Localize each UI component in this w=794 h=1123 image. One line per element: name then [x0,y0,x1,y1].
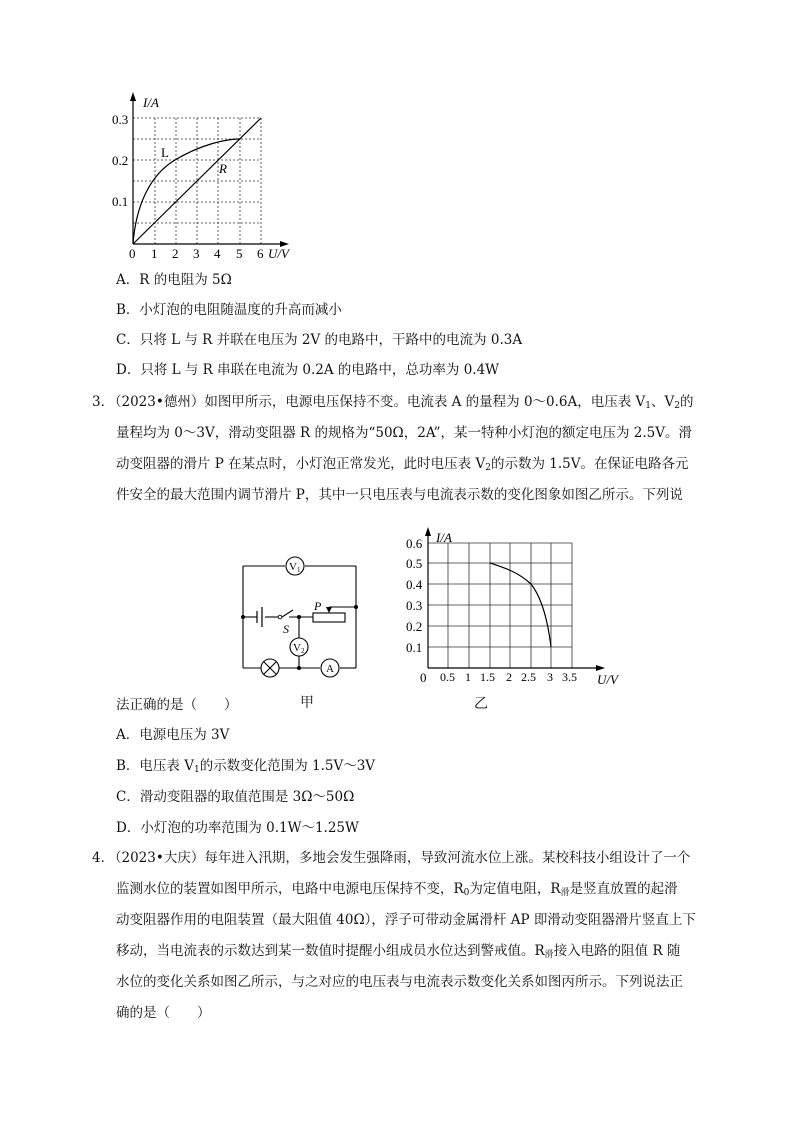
q3-option-c[interactable]: C．滑动变阻器的取值范围是 3Ω～50Ω [116,789,355,805]
q3-option-d[interactable]: D．小灯泡的功率范围为 0.1W～1.25W [116,820,359,836]
svg-text:V: V [289,561,297,573]
junction-dot [354,605,358,609]
slider-arrow-icon [326,607,332,613]
series-label-L: L [161,145,169,160]
q3-line-5: 法正确的是（ ） [116,697,238,713]
switch-label: S [283,622,289,636]
x-tick: 2 [506,670,512,684]
q3-option-b[interactable]: B．电压表 $V_1$的示数变化范围为 1.5V～3V [116,758,376,775]
q2-option-b[interactable] [116,300,342,320]
option-letter: A． [116,272,140,288]
x-axis-label: U/V [268,246,289,260]
x-tick: 3.5 [562,670,577,684]
x-tick: 0 [420,670,427,685]
q3-line-1: （2023•德州）如图甲所示，电源电压保持不变。电流表 A 的量程为 0～0.6A，电压表 $V_1$、$V_2$的 [108,394,694,411]
x-tick: 1.5 [480,670,495,684]
x-axis-label: U/V [597,672,618,687]
option-text: R 的电阻为 5Ω [139,272,232,288]
y-tick: 0.1 [112,194,129,209]
y-tick: 0.2 [406,619,423,634]
q2-option-c[interactable] [116,330,522,350]
x-tick: 6 [257,246,264,260]
x-tick: 4 [214,246,221,260]
y-axis-arrow-icon [130,92,136,101]
q2-option-a[interactable] [116,270,232,290]
figure-caption-yi: 乙 [474,696,488,712]
x-tick: 1 [465,670,471,684]
x-tick: 1 [151,246,158,260]
option-text: 只将 L 与 R 并联在电压为 2V 的电路中，干路中的电流为 0.3A [139,332,523,348]
q4-line-3: 动变阻器作用的电阻装置（最大阻值 40Ω），浮子可带动金属滑杆 AP 即滑动变阻器滑片竖直上下 [116,912,696,928]
slider-label: P [314,599,322,613]
y-tick: 0.5 [406,556,423,571]
y-axis-label: I/A [143,95,159,110]
junction-dot [297,615,301,619]
voltmeter-v1-icon [286,557,304,575]
voltmeter-v2-icon [290,638,308,656]
lamp-icon [261,659,279,677]
y-tick: 0.1 [406,640,423,655]
svg-text:V: V [293,642,301,654]
figure-caption-jia: 甲 [300,695,314,711]
q4-line-4: 移动，当电流表的示数达到某一数值时提醒小组成员水位达到警戒值。$R_滑$接入电路的阻值 R 随 [116,943,681,960]
y-tick: 0.4 [406,577,423,592]
q3-line-2: 量程均为 0～3V，滑动变阻器 R 的规格为“50Ω，2A”，某一特种小灯泡的额定电压为 2.5V。滑 [116,425,693,441]
q3-number: 3． [92,394,115,410]
q4-number: 4． [92,850,115,866]
option-text: 小灯泡的电阻随温度的升高而减小 [139,302,342,318]
svg-text:A: A [326,663,334,675]
y-tick: 0.6 [406,536,423,551]
solid-grid [428,543,572,668]
y-tick: 0.2 [112,153,129,168]
option-letter: C． [116,332,140,348]
junction-dot [241,615,245,619]
axes [428,533,598,668]
switch-contact-icon [278,615,282,619]
x-tick: 2 [172,246,179,260]
q3-option-a[interactable]: A．电源电压为 3V [116,727,230,743]
y-tick: 0.3 [112,112,129,127]
x-tick: 0.5 [440,670,455,684]
iu-graph-l-r [100,88,300,260]
q4-line-1: （2023•大庆）每年进入汛期，多地会发生强降雨，导致河流水位上涨。某校科技小组设计了一个 [108,850,691,866]
y-axis-arrow-icon [425,527,431,536]
circuit-diagram-jia [230,550,370,680]
series-label-R: R [219,161,227,176]
option-letter: D． [116,362,141,378]
q4-line-5: 水位的变化关系如图乙所示，与之对应的电压表与电流表示数变化关系如图丙所示。下列说法正 [116,974,683,990]
x-tick: 3 [547,670,553,684]
q4-line-2: 监测水位的装置如图甲所示，电路中电源电压保持不变，$R_0$为定值电阻，$R_滑$是竖直放置的起滑 [116,881,678,898]
q3-line-4: 件安全的最大范围内调节滑片 P，其中一只电压表与电流表示数的变化图象如图乙所示。下列说 [116,487,683,503]
option-letter: B． [116,302,140,318]
y-tick: 0.3 [406,598,423,613]
x-tick: 3 [193,246,200,260]
iu-graph-yi [400,525,630,690]
svg-text:1: 1 [297,566,301,574]
ammeter-icon [321,659,339,677]
q3-line-3: 动变阻器的滑片 P 在某点时，小灯泡正常发光，此时电压表 $V_2$的示数为 1.5V。在保证电路各元 [116,456,689,473]
x-tick: 5 [236,246,243,260]
x-axis-arrow-icon [596,665,605,671]
x-tick: 0 [129,246,136,260]
junction-dot [297,666,301,670]
y-axis-label: I/A [436,530,452,545]
svg-text:2: 2 [301,647,305,655]
option-text: 只将 L 与 R 串联在电流为 0.2A 的电路中，总功率为 0.4W [140,362,500,378]
x-tick: 2.5 [521,670,536,684]
q2-option-d[interactable] [116,360,499,380]
q4-line-6: 确的是（ ） [116,1005,211,1021]
